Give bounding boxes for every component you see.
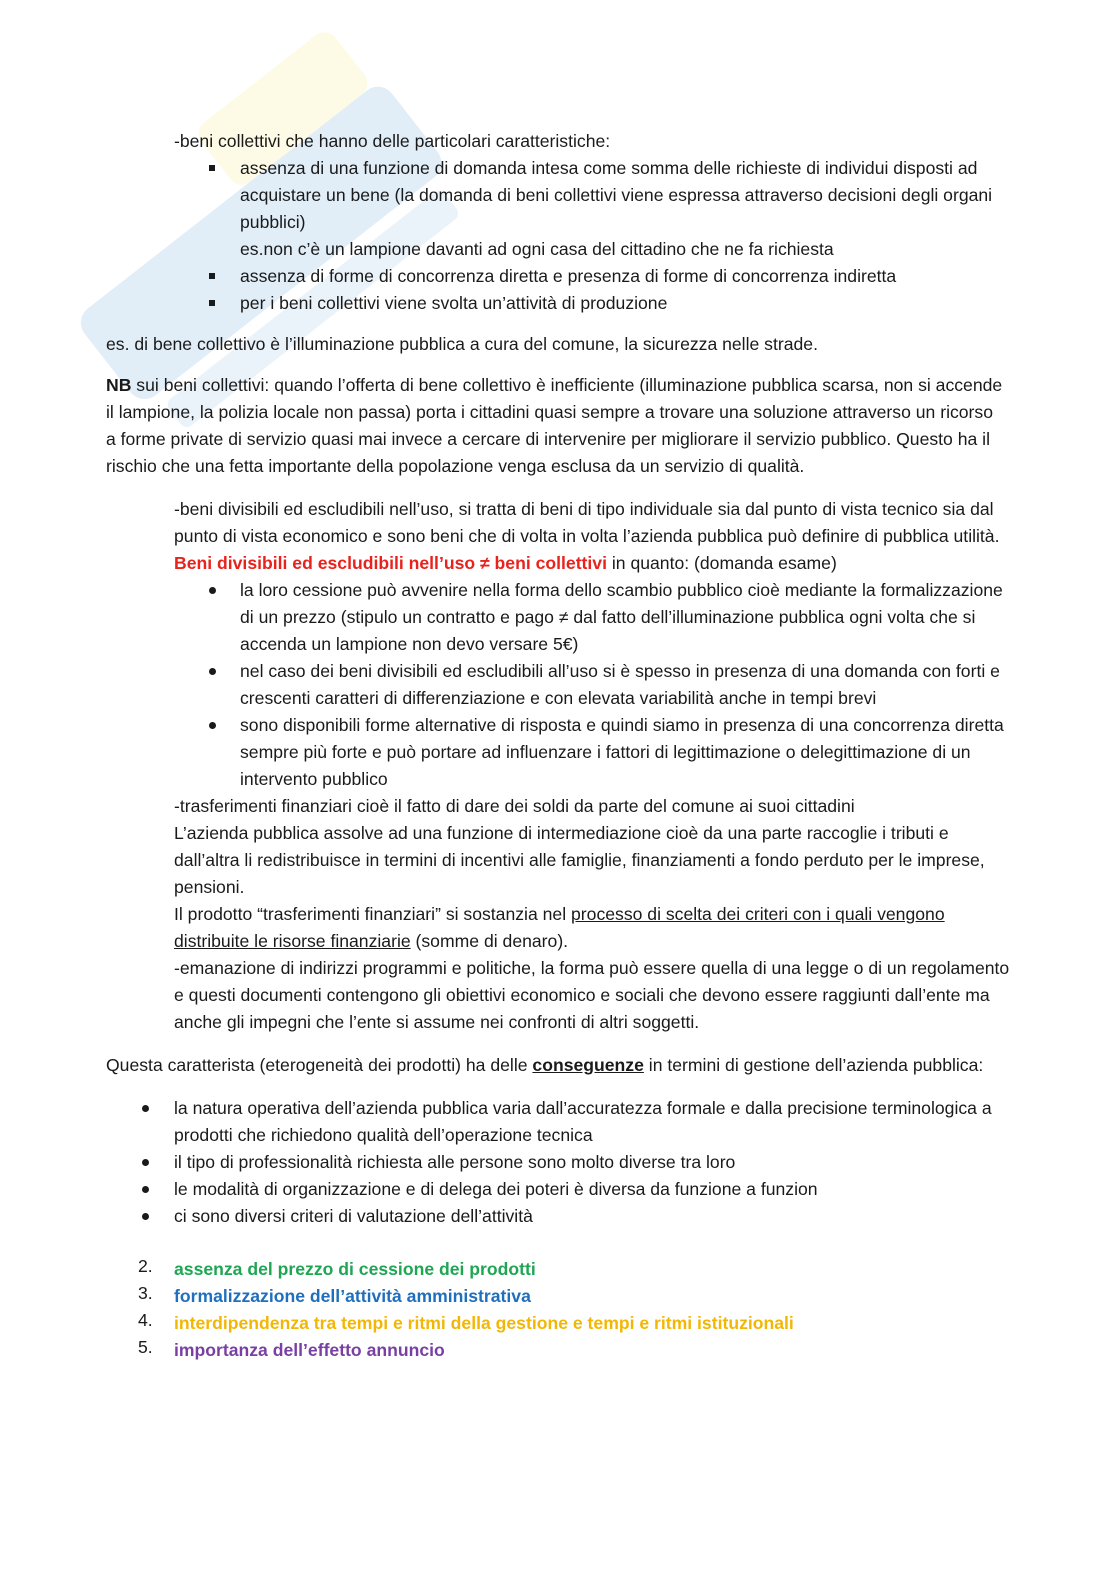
list-item-text: per i beni collettivi viene svolta un’attività di produzione xyxy=(240,293,668,313)
list-item-text: ci sono diversi criteri di valutazione dell’attività xyxy=(174,1206,533,1226)
trasferimenti-line: -trasferimenti finanziari cioè il fatto di dare dei soldi da parte del comune ai suoi cittadini xyxy=(174,796,855,816)
emanazione-paragraph: -emanazione di indirizzi programmi e politiche, la forma può essere quella di una legge o di un regolamento e questi documenti contengono gli obiettivi economico e sociali che devono essere raggiunti dall’ente ma anche gli impegni che l’ente si assume nei confronti di altri soggetti. xyxy=(174,958,1010,1032)
numbered-item-text: importanza dell’effetto annuncio xyxy=(174,1340,445,1360)
list-item-text: la loro cessione può avvenire nella forma dello scambio pubblico cioè mediante la formalizzazione di un prezzo (stipulo un contratto e pago ≠ dal fatto dell’illuminazione pubblica ogni volta che si accenda un lampione non devo versare 5€) xyxy=(240,580,1003,654)
numbered-item-text: formalizzazione dell’attività amministrativa xyxy=(174,1286,531,1306)
example-paragraph: es. di bene collettivo è l’illuminazione pubblica a cura del comune, la sicurezza nelle strade. xyxy=(106,334,818,354)
list-item xyxy=(0,1176,1116,1203)
trasferimenti-paragraph: L’azienda pubblica assolve ad una funzione di intermediazione cioè da una parte raccoglie i tributi e dall’altra li redistribuisce in termini di incentivi alle famiglie, finanziamenti a fondo perduto per le imprese, pensioni. xyxy=(174,823,985,897)
list-item-text: la natura operativa dell’azienda pubblica varia dall’accuratezza formale e dalla precisione terminologica a prodotti che richiedono qualità dell’operazione tecnica xyxy=(174,1098,992,1145)
trasferimenti-prodotto xyxy=(0,901,1116,955)
example-note: es.non c’è un lampione davanti ad ogni casa del cittadino che ne fa richiesta xyxy=(240,239,834,259)
beni-divisibili-heading xyxy=(0,550,1116,577)
numbered-item-text: assenza del prezzo di cessione dei prodotti xyxy=(174,1259,536,1279)
list-item xyxy=(0,712,1116,793)
nb-paragraph xyxy=(0,372,1116,480)
list-item-text: il tipo di professionalità richiesta alle persone sono molto diverse tra loro xyxy=(174,1152,736,1172)
beni-collettivi-intro: -beni collettivi che hanno delle particolari caratteristiche: xyxy=(174,131,611,151)
nb-label: NB xyxy=(106,375,132,395)
item-number: 3. xyxy=(138,1283,153,1303)
page-content xyxy=(0,128,1116,1364)
item-number: 5. xyxy=(138,1337,153,1357)
item-number: 4. xyxy=(138,1310,153,1330)
list-item-text: le modalità di organizzazione e di delega dei poteri è diversa da funzione a funzion xyxy=(174,1179,818,1199)
list-item xyxy=(0,1149,1116,1176)
text-segment: Questa caratterista (eterogeneità dei prodotti) ha delle xyxy=(106,1055,533,1075)
list-item xyxy=(0,290,1116,317)
keyword-conseguenze: conseguenze xyxy=(532,1055,644,1075)
numbered-item xyxy=(0,1256,1116,1283)
highlight-suffix: in quanto: (domanda esame) xyxy=(606,553,837,573)
list-item xyxy=(0,263,1116,290)
beni-divisibili-intro: -beni divisibili ed escludibili nell’uso, si tratta di beni di tipo individuale sia dal punto di vista tecnico sia dal punto di vista economico e sono beni che di volta in volta l’azienda pubblica può definire di pubblica utilità. xyxy=(174,499,1000,546)
conseguenze-paragraph xyxy=(0,1052,1116,1079)
list-item xyxy=(0,577,1116,658)
list-item xyxy=(0,1203,1116,1230)
numbered-item-text: interdipendenza tra tempi e ritmi della gestione e tempi e ritmi istituzionali xyxy=(174,1313,794,1333)
numbered-item xyxy=(0,1337,1116,1364)
item-number: 2. xyxy=(138,1256,153,1276)
numbered-item xyxy=(0,1283,1116,1310)
list-item xyxy=(0,1095,1116,1149)
text-segment: (somme di denaro). xyxy=(410,931,569,951)
list-item-text: nel caso dei beni divisibili ed escludibili all’uso si è spesso in presenza di una domanda con forti e crescenti caratteri di differenziazione e con elevata variabilità anche in tempi brevi xyxy=(240,661,1000,708)
text-segment: Il prodotto “trasferimenti finanziari” si sostanzia nel xyxy=(174,904,572,924)
highlight-red: Beni divisibili ed escludibili nell’uso ≠ beni collettivi xyxy=(174,553,607,573)
list-item-text: assenza di una funzione di domanda intesa come somma delle richieste di individui disposti ad acquistare un bene (la domanda di beni collettivi viene espressa attraverso decisioni degli organi pubblici) xyxy=(240,158,993,232)
underlined-text: processo di scelta dei criteri con i quali vengono distribuite le risorse finanziarie xyxy=(174,904,945,951)
numbered-item xyxy=(0,1310,1116,1337)
text-segment: in termini di gestione dell’azienda pubblica: xyxy=(643,1055,984,1075)
nb-text: sui beni collettivi: quando l’offerta di bene collettivo è inefficiente (illuminazione pubblica scarsa, non si accende il lampione, la polizia locale non passa) porta i cittadini quasi sempre a trovare una soluzione attraverso un ricorso a forme private di servizio quasi mai invece a cercare di intervenire per migliorare il servizio pubblico. Questo ha il rischio che una fetta importante della popolazione venga esclusa da un servizio di qualità. xyxy=(106,375,1003,476)
list-item-text: assenza di forme di concorrenza diretta e presenza di forme di concorrenza indiretta xyxy=(240,266,897,286)
list-item xyxy=(0,155,1116,263)
list-item xyxy=(0,658,1116,712)
list-item-text: sono disponibili forme alternative di risposta e quindi siamo in presenza di una concorrenza diretta sempre più forte e può portare ad influenzare i fattori di legittimazione o delegittimazione di un intervento pubblico xyxy=(240,715,1004,789)
